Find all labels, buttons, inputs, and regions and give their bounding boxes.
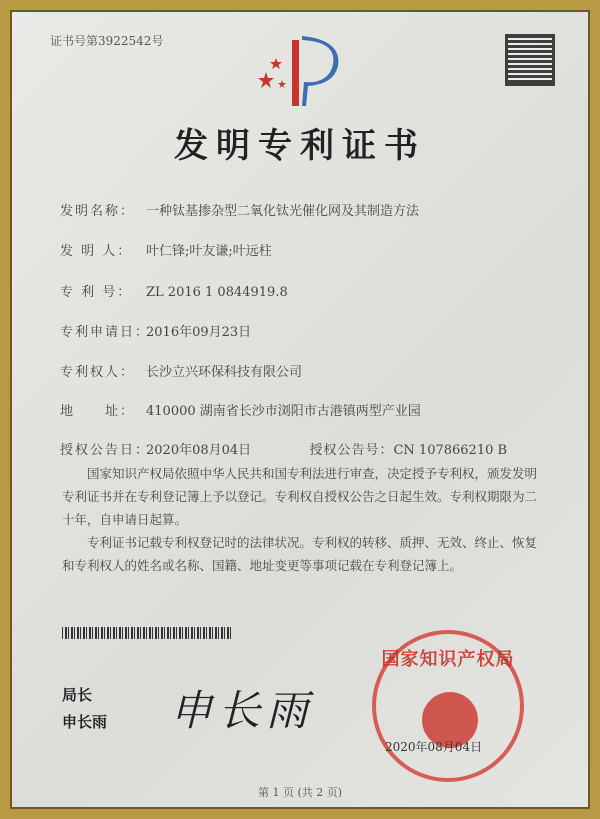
field-address [60, 400, 421, 419]
field-value: 叶仁锋;叶友谦;叶远柱 [146, 244, 272, 259]
field-value: 410000 湖南省长沙市浏阳市古港镇两型产业园 [146, 404, 421, 419]
field-label: 地 址： [60, 404, 136, 419]
field-application-date [60, 321, 251, 340]
field-value: 长沙立兴环保科技有限公司 [146, 365, 303, 380]
field-value: 一种钛基掺杂型二氧化钛光催化网及其制造方法 [146, 204, 420, 219]
field-patentee [60, 361, 302, 380]
field-patent-number [60, 281, 288, 300]
certificate-number: 证书号第3922542号 [50, 34, 164, 48]
director-title: 局长 [62, 686, 93, 704]
director-name: 申长雨 [62, 713, 108, 731]
field-invention-name [60, 200, 419, 219]
grant-number: CN 107866210 B [393, 443, 508, 458]
seal-date: 2020年08月04日 [385, 740, 483, 754]
field-label: 发明名称： [60, 204, 136, 219]
grant-number-label: 授权公告号： [309, 443, 394, 458]
qr-code[interactable] [505, 34, 555, 86]
grant-date: 2020年08月04日 [146, 443, 252, 458]
seal-text: 国家知识产权局 [381, 649, 515, 670]
field-grant [60, 439, 507, 458]
grant-date-label: 授权公告日： [60, 443, 151, 458]
field-label: 专利申请日： [60, 325, 151, 340]
field-label: 专 利 号： [60, 285, 133, 300]
field-value: ZL 2016 1 0844919.8 [146, 285, 288, 300]
official-seal [372, 630, 524, 782]
field-label: 发 明 人： [60, 244, 133, 259]
field-label: 专利权人： [60, 365, 136, 380]
director-signature: 申长雨 [170, 686, 315, 735]
page-footer: 第 1 页 (共 2 页) [257, 786, 343, 799]
field-value: 2016年09月23日 [146, 325, 252, 340]
field-inventors [60, 240, 272, 259]
cnipa-logo [250, 32, 350, 110]
certificate-title: 发明专利证书 [174, 126, 426, 166]
barcode [62, 627, 232, 639]
paragraph-legal: 专利证书记载专利权登记时的法律状况。专利权的转移、质押、无效、终止、恢复和专利权人的姓名或名称、国籍、地址变更等事项记载在专利登记簿上。 [62, 535, 538, 573]
paragraph-grant: 国家知识产权局依照中华人民共和国专利法进行审查，决定授予专利权，颁发发明专利证书并在专利登记簿上予以登记。专利权自授权公告之日起生效。专利权期限为二十年，自申请日起算。 [62, 466, 538, 527]
